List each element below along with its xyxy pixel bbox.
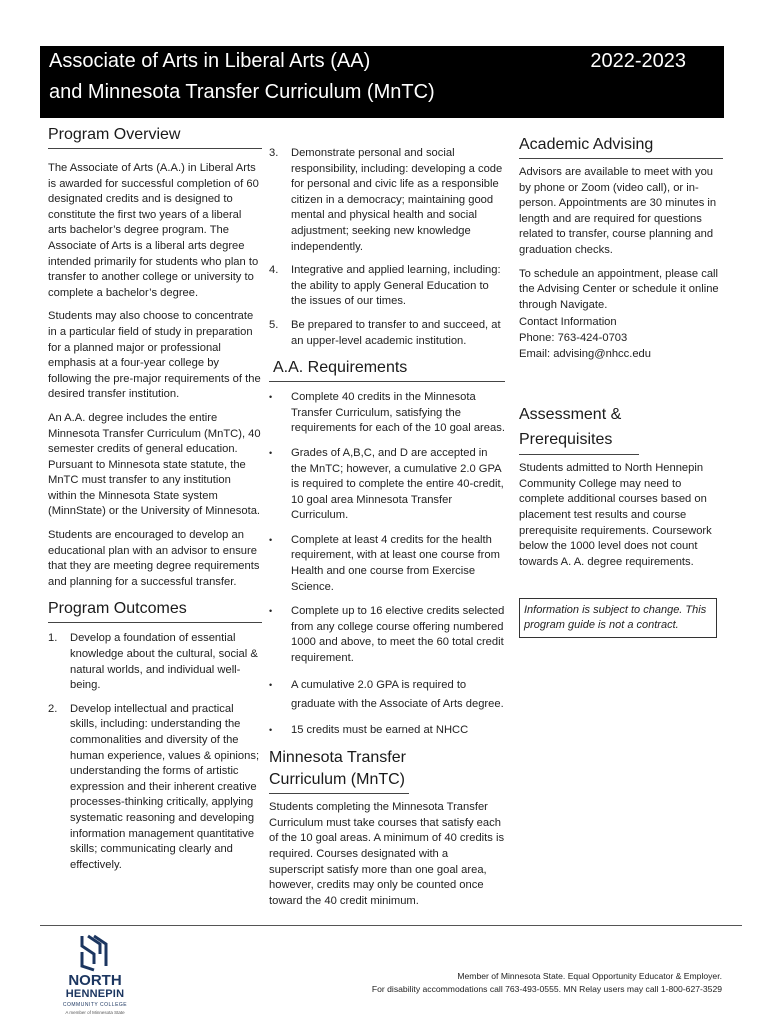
advising-email: Email: advising@nhcc.edu [519, 347, 651, 360]
advising-paragraph: Advisors are available to meet with you by phone or Zoom (video call), or in-person. Appointments are 30 minutes in length and are required for questions related to transfer, course planning and graduation checks. [519, 166, 717, 256]
requirement-item: • Complete at least 4 credits for the health requirement, with at least one course from Health and one course from Exercise Science. [269, 533, 505, 595]
overview-paragraph: An A.A. degree includes the entire Minnesota Transfer Curriculum (MnTC), 40 semester credits of general education. Pursuant to Minnesota state statute, the MnTC must transfer to any institution within the Minnesota State system (MinnState) or the University of Minnesota. [48, 411, 261, 518]
outcome-item [269, 146, 505, 255]
assessment-heading: Assessment & Prerequisites [519, 402, 639, 455]
logo-text-north: NORTH [68, 972, 122, 989]
assessment-text: Students admitted to North Hennepin Community College may need to complete additional courses based on placement test results and course prerequisite requirements. Coursework below the 1000 level does not count towards A. A. degree requirements. [519, 462, 712, 568]
logo-text-minnesota-state: A member of Minnesota State [65, 1010, 125, 1015]
outcome-text: Develop a foundation of essential knowledge about the cultural, social & natural worlds, and individual well-being. [70, 632, 258, 692]
overview-paragraph: Students may also choose to concentrate in a particular field of study in preparation for a planned major or professional emphasis at a four-year college by following the pre-major requirements of the desired transfer institution. [48, 310, 261, 401]
outcome-item [269, 318, 505, 349]
outcome-text: Demonstrate personal and social responsibility, including: developing a code for personal and civic life as a responsible citizen in a democracy; maintaining good mental and physical health and social adjustment; seeking new knowledge independently. [291, 147, 503, 253]
program-overview-heading: Program Overview [48, 124, 262, 149]
requirement-item: • A cumulative 2.0 GPA is required to graduate with the Associate of Arts degree. [269, 676, 505, 714]
aa-requirements-heading: A.A. Requirements [269, 357, 505, 382]
outcome-number: 1. [48, 632, 58, 645]
outcome-item [48, 631, 262, 693]
logo-text-hennepin: HENNEPIN [65, 988, 125, 1000]
document-title-line2: and Minnesota Transfer Curriculum (MnTC) [49, 81, 435, 103]
mntc-text: Students completing the Minnesota Transfer Curriculum must take courses that satisfy each of the 10 goal areas. A minimum of 40 credits is required. Courses designated with a superscript satisfy more than one goal area, however, credits may only be counted once toward the 40 credit minimum. [269, 801, 505, 907]
outcome-text: Integrative and applied learning, including: the ability to apply General Education to the issues of our times. [291, 264, 501, 308]
requirement-item: • Complete 40 credits in the Minnesota Transfer Curriculum, satisfying the requirements for each of the 10 goal areas. [269, 390, 505, 437]
outcomes-list [48, 631, 262, 873]
outcome-item [269, 263, 505, 310]
outcome-item [48, 702, 262, 874]
middle-column [269, 146, 505, 917]
contact-info-label: Contact Information [519, 316, 617, 329]
footer-line-2: For disability accommodations call 763-493-0555. MN Relay users may call 1-800-627-3529 [371, 984, 722, 994]
title-banner [40, 46, 724, 118]
program-outcomes-heading: Program Outcomes [48, 598, 262, 623]
footer-notice [372, 970, 722, 996]
logo-text-community-college: COMMUNITY COLLEGE [62, 1002, 128, 1008]
requirement-item: • Grades of A,B,C, and D are accepted in the MnTC; however, a cumulative 2.0 GPA is required to complete the entire 40-credit, 10 goal area Minnesota Transfer Curriculum. [269, 446, 505, 524]
outcome-number: 3. [269, 147, 279, 159]
right-column [519, 134, 723, 638]
requirement-item: • 15 credits must be earned at NHCC [269, 723, 505, 739]
college-logo [60, 932, 132, 1020]
document-title-line1: Associate of Arts in Liberal Arts (AA) [49, 50, 371, 72]
advising-schedule-paragraph: To schedule an appointment, please call the Advising Center or schedule it online through Navigate. [519, 267, 719, 311]
mntc-heading: Minnesota Transfer Curriculum (MnTC) [269, 747, 409, 794]
requirement-item: • Complete up to 16 elective credits selected from any college course offering numbered 1000 and above, to meet the 60 total credit requirement. [269, 604, 505, 666]
requirements-list [269, 390, 505, 738]
disclaimer-note: Information is subject to change. This program guide is not a contract. [519, 598, 717, 638]
academic-year: 2022-2023 [590, 50, 686, 72]
outcome-number: 5. [269, 318, 279, 331]
footer-line-1: Member of Minnesota State. Equal Opportunity Educator & Employer. [457, 971, 722, 981]
outcome-number: 2. [48, 702, 58, 715]
outcome-text: Develop intellectual and practical skills, including: understanding the commonalities and diversity of the human experience, values & opinions; understanding the forms of artistic expression and their inherent creative processes-thinking critically, applying systematic reasoning and developing information management quantitative skills; communicating clearly and effectively. [70, 702, 260, 871]
logo-mark-icon [60, 932, 132, 972]
outcomes-list-continued [269, 146, 505, 349]
advising-phone: Phone: 763-424-0703 [519, 331, 628, 344]
overview-paragraph: Students are encouraged to develop an educational plan with an advisor to ensure that they are meeting degree requirements and planning for a successful transfer. [48, 529, 260, 588]
outcome-text: Be prepared to transfer to and succeed, at an upper-level academic institution. [291, 318, 501, 347]
footer-divider [40, 925, 742, 926]
left-column [48, 124, 262, 881]
academic-advising-heading: Academic Advising [519, 134, 723, 159]
outcome-number: 4. [269, 264, 279, 277]
overview-paragraph: The Associate of Arts (A.A.) in Liberal Arts is awarded for successful completion of 60 designated credits and is designed to constitute the first two years of a liberal arts bachelor’s degree program. The Associate of Arts is a liberal arts degree intended primarily for students who plan to transfer to another college or university to complete a bachelor’s degree. [48, 162, 259, 299]
